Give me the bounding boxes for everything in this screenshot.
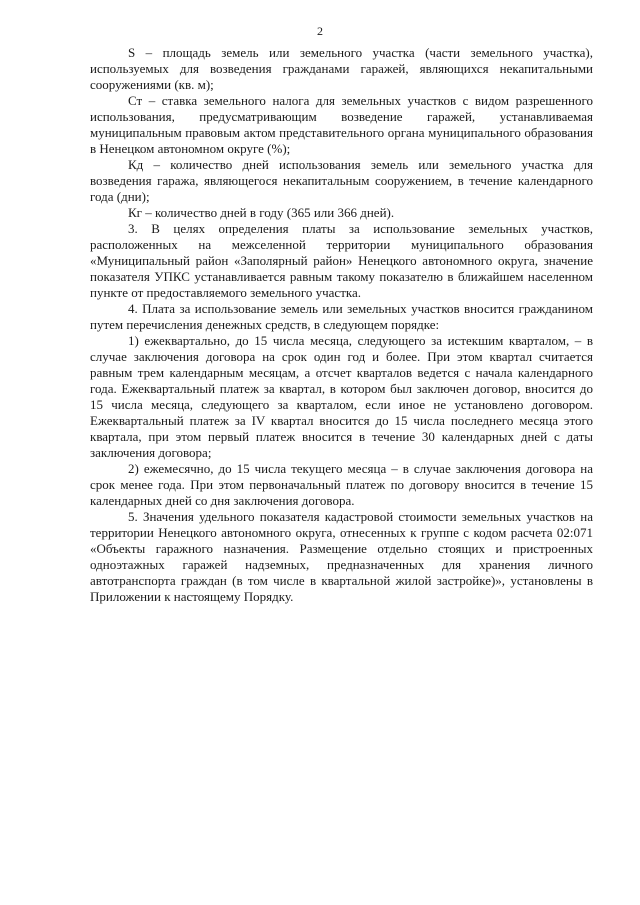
- paragraph-clause-4-item-2: 2) ежемесячно, до 15 числа текущего месяца – в случае заключения договора на срок менее года. При этом первоначальный платеж по договору вносится в течение 15 календарных дней со дня заключения договора.: [90, 461, 593, 508]
- paragraph-definition-st: Ст – ставка земельного налога для земельных участков с видом разрешенного использования, предусматривающим возведение гаражей, устанавливаемая муниципальным правовым актом представительного органа муниципального образования в Ненецком автономном округе (%);: [90, 93, 593, 156]
- paragraph-definition-kg: Кг – количество дней в году (365 или 366 дней).: [128, 205, 395, 220]
- paragraph-clause-3: 3. В целях определения платы за использование земельных участков, расположенных на межселенной территории муниципального образования «Муниципальный район «Заполярный район» Ненецкого автономного округа, значение показателя УПКС устанавливается равным такому показателю в ближайшем населенном пункте от предоставляемого земельного участка.: [90, 221, 593, 300]
- page-number: 2: [317, 24, 323, 38]
- document-body: [90, 45, 593, 605]
- paragraph-definition-s: S – площадь земель или земельного участка (части земельного участка), используемых для возведения гражданами гаражей, являющихся некапитальными сооружениями (кв. м);: [90, 45, 593, 92]
- paragraph-clause-5: 5. Значения удельного показателя кадастровой стоимости земельных участков на территории Ненецкого автономного округа, отнесенных к группе с кодом расчета 02:071 «Объекты гаражного назначения. Размещение отдельно стоящих и пристроенных одноэтажных гаражей надземных, предназначенных для хранения личного автотранспорта граждан (в том числе в квартальной жилой застройке)», установлены в Приложении к настоящему Порядку.: [90, 509, 593, 604]
- paragraph-clause-4-item-1: 1) ежеквартально, до 15 числа месяца, следующего за истекшим кварталом, – в случае заключения договора на срок один год и более. При этом квартал считается равным трем календарным месяцам, а отсчет кварталов ведется с начала календарного года. Ежеквартальный платеж за квартал, в котором был заключен договор, вносится до 15 числа месяца, следующего за кварталом, если иное не установлено договором. Ежеквартальный платеж за IV квартал вносится до 15 числа последнего месяца этого квартала, при этом первый платеж вносится в течение 30 календарных дней с даты заключения договора;: [90, 333, 593, 460]
- paragraph-clause-4: 4. Плата за использование земель или земельных участков вносится гражданином путем перечисления денежных средств, в следующем порядке:: [90, 301, 593, 332]
- paragraph-definition-kd: Кд – количество дней использования земель или земельного участка для возведения гаража, являющегося некапитальным сооружением, в течение календарного года (дни);: [90, 157, 593, 204]
